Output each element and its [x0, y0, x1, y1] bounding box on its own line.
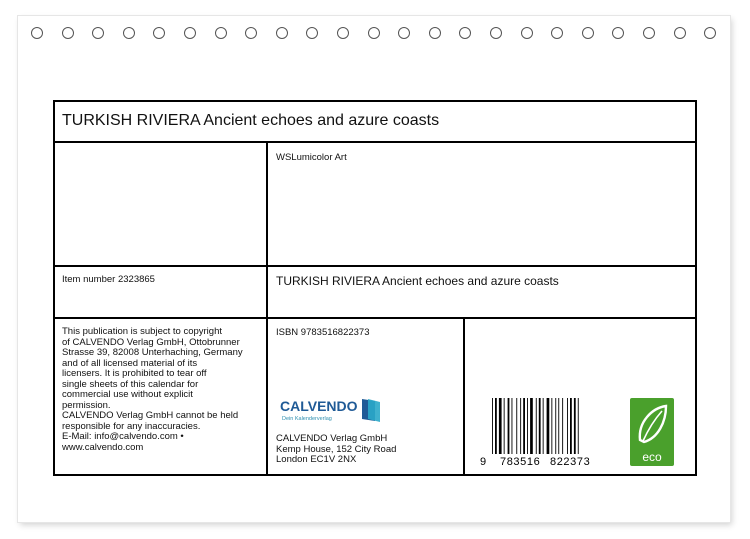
barcode-bar [530, 398, 533, 454]
divider [53, 317, 697, 319]
barcode-bar [551, 398, 552, 454]
binding-ring [123, 27, 135, 39]
legal-line: E-Mail: info@calvendo.com • [62, 431, 184, 442]
isbn-barcode [480, 396, 606, 466]
calendar-title: TURKISH RIVIERA Ancient echoes and azure coasts [62, 112, 440, 129]
barcode-bar [495, 398, 497, 454]
binding-ring [674, 27, 686, 39]
legal-line: and of all licensed material of its [62, 357, 198, 369]
divider [53, 265, 697, 267]
barcode-bar [558, 398, 559, 454]
barcode-bar [508, 398, 510, 454]
binding-ring [429, 27, 441, 39]
calendar-subtitle: TURKISH RIVIERA Ancient echoes and azure coasts [276, 274, 559, 288]
barcode-bar [499, 398, 502, 454]
legal-line: responsible for any inaccuracies. [62, 420, 201, 432]
legal-line: www.calvendo.com [62, 441, 144, 453]
publisher-address [276, 434, 396, 466]
barcode-bar [520, 398, 521, 454]
barcode-bar [504, 398, 505, 454]
binding-ring [582, 27, 594, 39]
barcode-bar [527, 398, 528, 454]
legal-line: CALVENDO Verlag GmbH cannot be held [62, 410, 239, 421]
barcode-bar [492, 398, 493, 454]
barcode-digits-left: 783516 [500, 456, 541, 466]
binding-ring [184, 27, 196, 39]
binding-ring [490, 27, 502, 39]
address-line: Kemp House, 152 City Road [276, 443, 397, 455]
binding-ring [643, 27, 655, 39]
barcode-bar [578, 398, 579, 454]
divider [53, 141, 697, 143]
barcode-bar [523, 398, 525, 454]
divider [266, 141, 268, 476]
address-line: London EC1V 2NX [276, 454, 357, 465]
legal-line: Strasse 39, 82008 Unterhaching, Germany [62, 347, 243, 358]
binding-ring [62, 27, 74, 39]
legal-line: licensers. It is prohibited to tear off [62, 368, 207, 379]
legal-line: This publication is subject to copyright [62, 326, 222, 337]
binding-ring [337, 27, 349, 39]
binding-ring [521, 27, 533, 39]
barcode-bar [539, 398, 541, 454]
binding-ring [276, 27, 288, 39]
eco-badge [630, 398, 674, 466]
logo-tagline: Dein Kalenderverlag [282, 416, 332, 422]
barcode-digits-right: 822373 [550, 456, 591, 466]
legal-line: permission. [62, 399, 111, 411]
binding-ring [368, 27, 380, 39]
eco-label: eco [642, 450, 662, 464]
divider [463, 317, 465, 476]
barcode-bar [516, 398, 517, 454]
binding-ring [215, 27, 227, 39]
barcode-bar [562, 398, 563, 454]
binding-ring [31, 27, 43, 39]
barcode-bar [547, 398, 550, 454]
barcode-bar [574, 398, 576, 454]
logo-wordmark: CALVENDO [280, 398, 358, 414]
legal-line: commercial use without explicit [62, 389, 193, 400]
legal-notice [62, 327, 262, 453]
barcode-digit-prefix: 9 [480, 456, 487, 466]
isbn: ISBN 9783516822373 [276, 327, 370, 338]
barcode-bar [536, 398, 537, 454]
calvendo-logo [280, 396, 390, 426]
barcode-bar [512, 398, 513, 454]
item-number: Item number 2323865 [62, 274, 155, 285]
barcode-bar [543, 398, 544, 454]
artist-name: WSLumicolor Art [276, 152, 347, 163]
legal-line: of CALVENDO Verlag GmbH, Ottobrunner [62, 336, 240, 348]
legal-line: single sheets of this calendar for [62, 378, 199, 390]
barcode-bar [555, 398, 556, 454]
barcode-bar [567, 398, 568, 454]
barcode-bar [570, 398, 572, 454]
address-line: CALVENDO Verlag GmbH [276, 433, 388, 444]
